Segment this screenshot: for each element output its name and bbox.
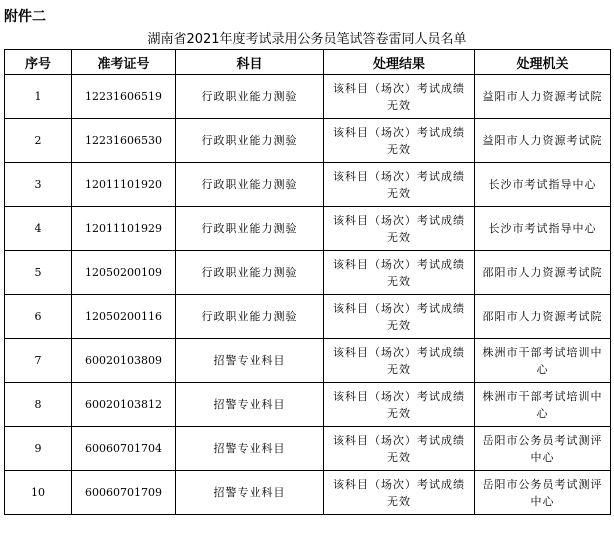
header-agency: 处理机关 [475, 50, 611, 75]
cell-seq: 8 [5, 383, 72, 427]
cell-result: 该科目（场次）考试成绩无效 [324, 295, 475, 339]
header-exam-id: 准考证号 [72, 50, 176, 75]
cell-seq: 6 [5, 295, 72, 339]
cell-subject: 行政职业能力测验 [176, 163, 324, 207]
cell-seq: 3 [5, 163, 72, 207]
cell-result: 该科目（场次）考试成绩无效 [324, 119, 475, 163]
table-row [5, 295, 611, 339]
cell-subject: 招警专业科目 [176, 339, 324, 383]
cell-agency: 株洲市干部考试培训中心 [475, 339, 611, 383]
table-row [5, 119, 611, 163]
cell-exam-id: 60060701709 [72, 471, 176, 515]
cell-exam-id: 12050200116 [72, 295, 176, 339]
document-title: 湖南省2021年度考试录用公务员笔试答卷雷同人员名单 [147, 32, 467, 47]
cell-result: 该科目（场次）考试成绩无效 [324, 383, 475, 427]
table-row [5, 163, 611, 207]
cell-result: 该科目（场次）考试成绩无效 [324, 163, 475, 207]
cell-result: 该科目（场次）考试成绩无效 [324, 207, 475, 251]
cell-seq: 10 [5, 471, 72, 515]
cell-agency: 岳阳市公务员考试测评中心 [475, 427, 611, 471]
cell-subject: 行政职业能力测验 [176, 295, 324, 339]
attachment-label: 附件二 [4, 9, 46, 25]
cell-agency: 邵阳市人力资源考试院 [475, 295, 611, 339]
cell-exam-id: 12050200109 [72, 251, 176, 295]
cell-exam-id: 12011101920 [72, 163, 176, 207]
results-table [4, 49, 611, 515]
cell-subject: 行政职业能力测验 [176, 75, 324, 119]
cell-seq: 4 [5, 207, 72, 251]
cell-seq: 5 [5, 251, 72, 295]
cell-exam-id: 60020103812 [72, 383, 176, 427]
cell-result: 该科目（场次）考试成绩无效 [324, 251, 475, 295]
cell-agency: 益阳市人力资源考试院 [475, 75, 611, 119]
table-row [5, 471, 611, 515]
cell-agency: 长沙市考试指导中心 [475, 207, 611, 251]
cell-result: 该科目（场次）考试成绩无效 [324, 339, 475, 383]
table-row [5, 427, 611, 471]
cell-agency: 岳阳市公务员考试测评中心 [475, 471, 611, 515]
header-subject: 科目 [176, 50, 324, 75]
cell-exam-id: 60060701704 [72, 427, 176, 471]
cell-seq: 2 [5, 119, 72, 163]
cell-subject: 招警专业科目 [176, 471, 324, 515]
cell-agency: 长沙市考试指导中心 [475, 163, 611, 207]
cell-result: 该科目（场次）考试成绩无效 [324, 427, 475, 471]
cell-subject: 招警专业科目 [176, 383, 324, 427]
table-row [5, 207, 611, 251]
cell-exam-id: 12011101929 [72, 207, 176, 251]
table-row [5, 383, 611, 427]
cell-agency: 益阳市人力资源考试院 [475, 119, 611, 163]
cell-subject: 行政职业能力测验 [176, 119, 324, 163]
cell-subject: 行政职业能力测验 [176, 207, 324, 251]
header-result: 处理结果 [324, 50, 475, 75]
cell-subject: 招警专业科目 [176, 427, 324, 471]
cell-seq: 1 [5, 75, 72, 119]
cell-exam-id: 12231606519 [72, 75, 176, 119]
cell-seq: 7 [5, 339, 72, 383]
table-row [5, 339, 611, 383]
cell-exam-id: 60020103809 [72, 339, 176, 383]
cell-agency: 株洲市干部考试培训中心 [475, 383, 611, 427]
cell-result: 该科目（场次）考试成绩无效 [324, 75, 475, 119]
header-seq: 序号 [5, 50, 72, 75]
cell-seq: 9 [5, 427, 72, 471]
table-row [5, 75, 611, 119]
table-header-row [5, 50, 611, 75]
cell-agency: 邵阳市人力资源考试院 [475, 251, 611, 295]
cell-result: 该科目（场次）考试成绩无效 [324, 471, 475, 515]
table-row [5, 251, 611, 295]
cell-exam-id: 12231606530 [72, 119, 176, 163]
cell-subject: 行政职业能力测验 [176, 251, 324, 295]
